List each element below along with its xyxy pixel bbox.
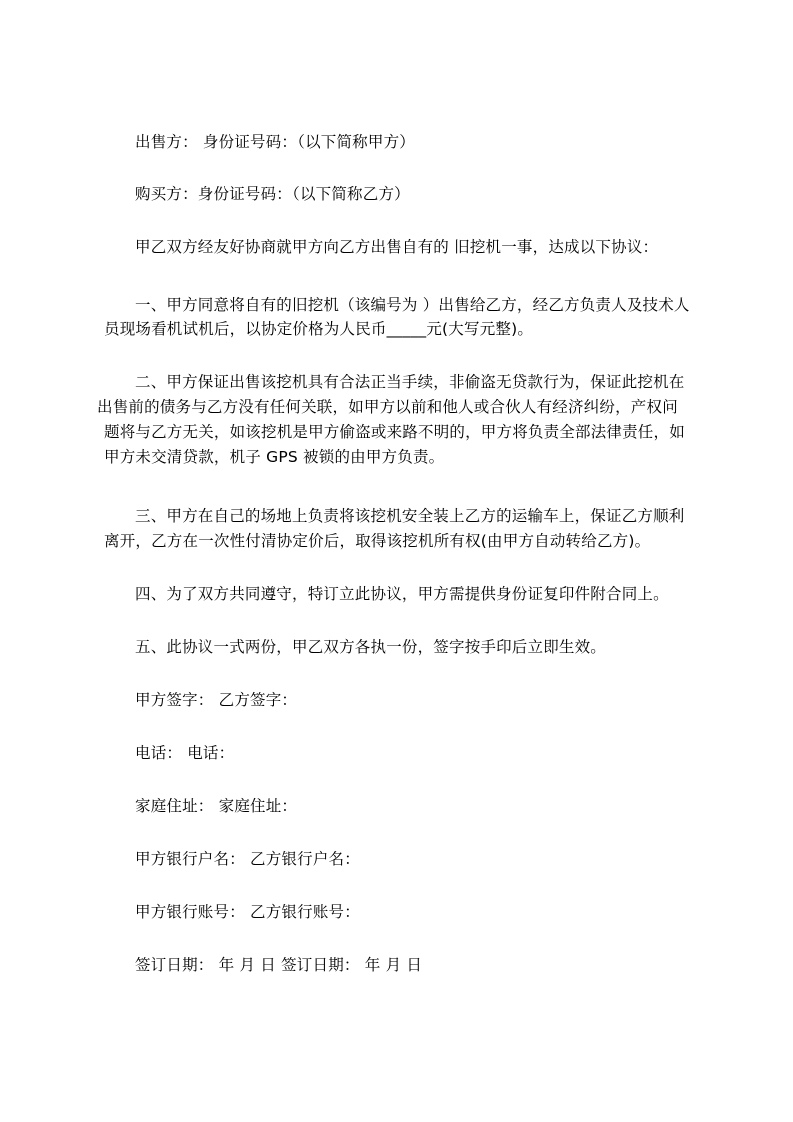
bank-account-line: 甲方银行账号： 乙方银行账号： — [135, 903, 360, 921]
clause-2-line-4: 甲方未交清贷款，机子 GPS 被锁的由甲方负责。 — [104, 448, 445, 466]
clause-5: 五、此协议一式两份，甲乙双方各执一份，签字按手印后立即生效。 — [135, 638, 607, 656]
seller-line: 出售方： 身份证号码：（以下简称甲方） — [135, 133, 415, 151]
address-line: 家庭住址： 家庭住址： — [135, 797, 298, 815]
sign-date-line: 签订日期： 年 月 日 签订日期： 年 月 日 — [135, 956, 423, 974]
buyer-line: 购买方：身份证号码：（以下简称乙方） — [135, 185, 410, 203]
intro-paragraph: 甲乙双方经友好协商就甲方向乙方出售自有的 旧挖机一事，达成以下协议： — [135, 238, 659, 256]
clause-2-line-2: 出售前的债务与乙方没有任何关联，如甲方以前和他人或合伙人有经济纠纷，产权问 — [97, 398, 678, 416]
clause-2-line-3: 题将与乙方无关，如该挖机是甲方偷盗或来路不明的，甲方将负责全部法律责任，如 — [104, 423, 685, 441]
bank-name-line: 甲方银行户名： 乙方银行户名： — [135, 850, 360, 868]
clause-1-line-2: 员现场看机试机后，以协定价格为人民币_____元(大写元整)。 — [104, 320, 534, 338]
clause-3-line-2: 离开，乙方在一次性付清协定价后，取得该挖机所有权(由甲方自动转给乙方)。 — [104, 532, 651, 550]
clause-4: 四、为了双方共同遵守，特订立此协议，甲方需提供身份证复印件附合同上。 — [135, 585, 669, 603]
clause-1-line-1: 一、甲方同意将自有的旧挖机（该编号为 ）出售给乙方，经乙方负责人及技术人 — [135, 296, 690, 314]
phone-line: 电话： 电话： — [135, 744, 235, 762]
signature-line: 甲方签字： 乙方签字： — [135, 691, 298, 709]
clause-3-line-1: 三、甲方在自己的场地上负责将该挖机安全装上乙方的运输车上，保证乙方顺利 — [135, 507, 685, 525]
clause-2-line-1: 二、甲方保证出售该挖机具有合法正当手续，非偷盗无贷款行为，保证此挖机在 — [135, 373, 685, 391]
